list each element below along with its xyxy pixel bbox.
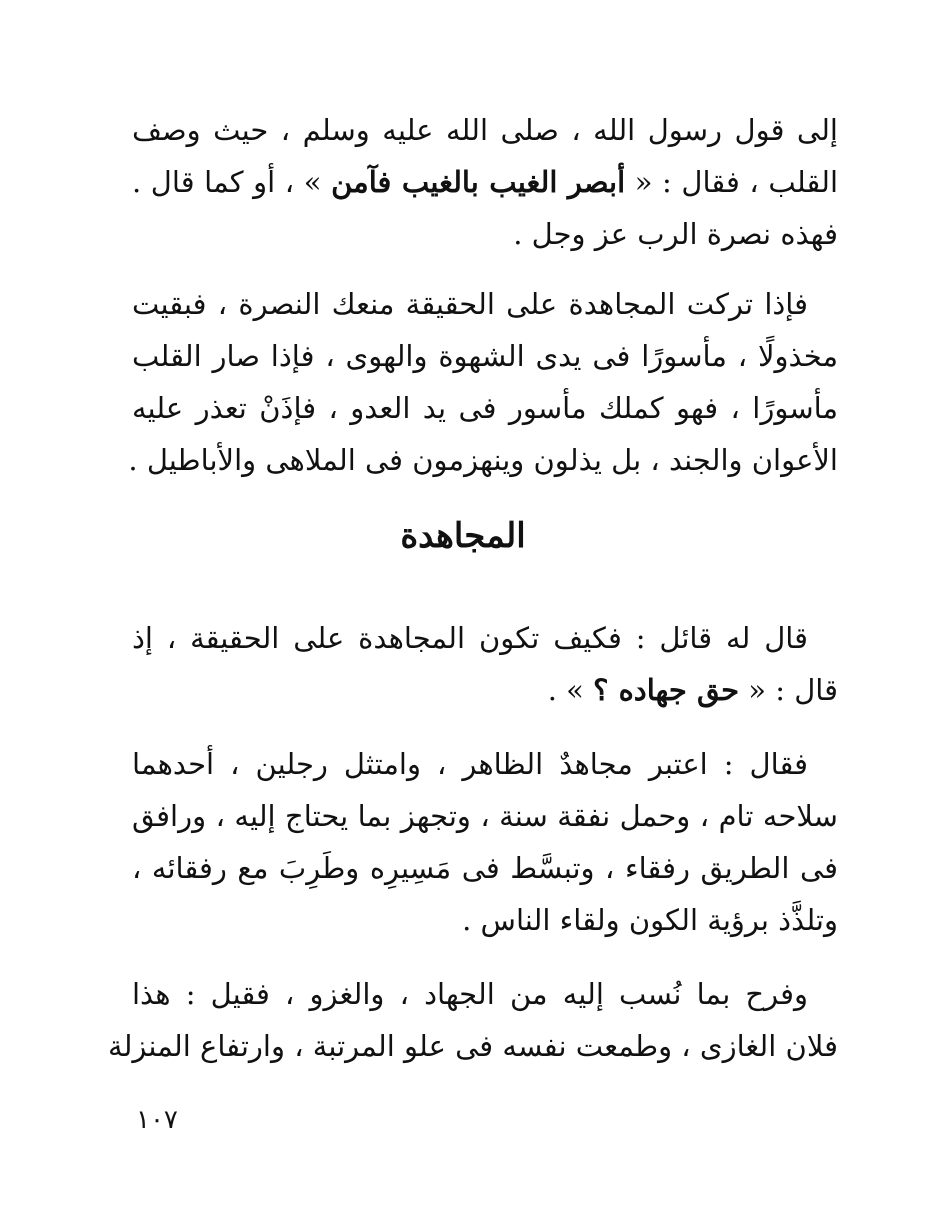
paragraph-1-line-3: فهذه نصرة الرب عز وجل . [513,217,838,251]
quote-open-text: القلب ، فقال : « [625,165,838,199]
paragraph-2-line-4: الأعوان والجند ، بل يذلون وينهزمون فى الملاهى والأباطيل . [128,443,838,477]
section-heading: المجاهدة [400,516,526,556]
quote-open-text: قال : « [739,673,838,707]
quote-close-text: » . [547,673,594,707]
paragraph-4-line-1: فقال : اعتبر مجاهدٌ الظاهر ، وامتثل رجلين ، أحدهما [132,747,808,781]
paragraph-1-line-2 [132,156,838,208]
paragraph-1 [132,104,838,260]
page-number: ١٠٧ [136,1105,178,1135]
paragraph-4 [132,738,838,946]
paragraph-5-line-2: فلان الغازى ، وطمعت نفسه فى علو المرتبة ، وارتفاع المنزلة [108,1029,838,1063]
paragraph-3-line-2 [132,664,838,716]
paragraph-4-line-3: فى الطريق رفقاء ، وتبسَّط فى مَسِيرِه وطَرِبَ مع رفقائه ، [132,851,838,885]
paragraph-2-line-2: مخذولًا ، مأسورًا فى يدى الشهوة والهوى ، فإذا صار القلب [132,339,838,373]
paragraph-2-line-1: فإذا تركت المجاهدة على الحقيقة منعك النصرة ، فبقيت [132,287,808,321]
paragraph-3 [132,612,838,716]
quran-quote: حق جهاده ؟ [593,673,740,707]
paragraph-1-line-1: إلى قول رسول الله ، صلى الله عليه وسلم ، حيث وصف [132,113,838,147]
paragraph-2-line-3: مأسورًا ، فهو كملك مأسور فى يد العدو ، فإذَنْ تعذر عليه [132,391,838,425]
paragraph-5 [108,968,838,1072]
hadith-quote: أبصر الغيب بالغيب فآمن [331,165,626,199]
paragraph-3-line-1: قال له قائل : فكيف تكون المجاهدة على الحقيقة ، إذ [132,621,808,655]
paragraph-5-line-1: وفرح بما نُسب إليه من الجهاد ، والغزو ، فقيل : هذا [132,977,809,1011]
paragraph-4-line-2: سلاحه تام ، وحمل نفقة سنة ، وتجهز بما يحتاج إليه ، ورافق [132,799,838,833]
paragraph-2 [128,278,838,486]
paragraph-4-line-4: وتلذَّذ برؤية الكون ولقاء الناس . [462,903,838,937]
quote-close-text: » ، أو كما قال . [132,165,332,199]
